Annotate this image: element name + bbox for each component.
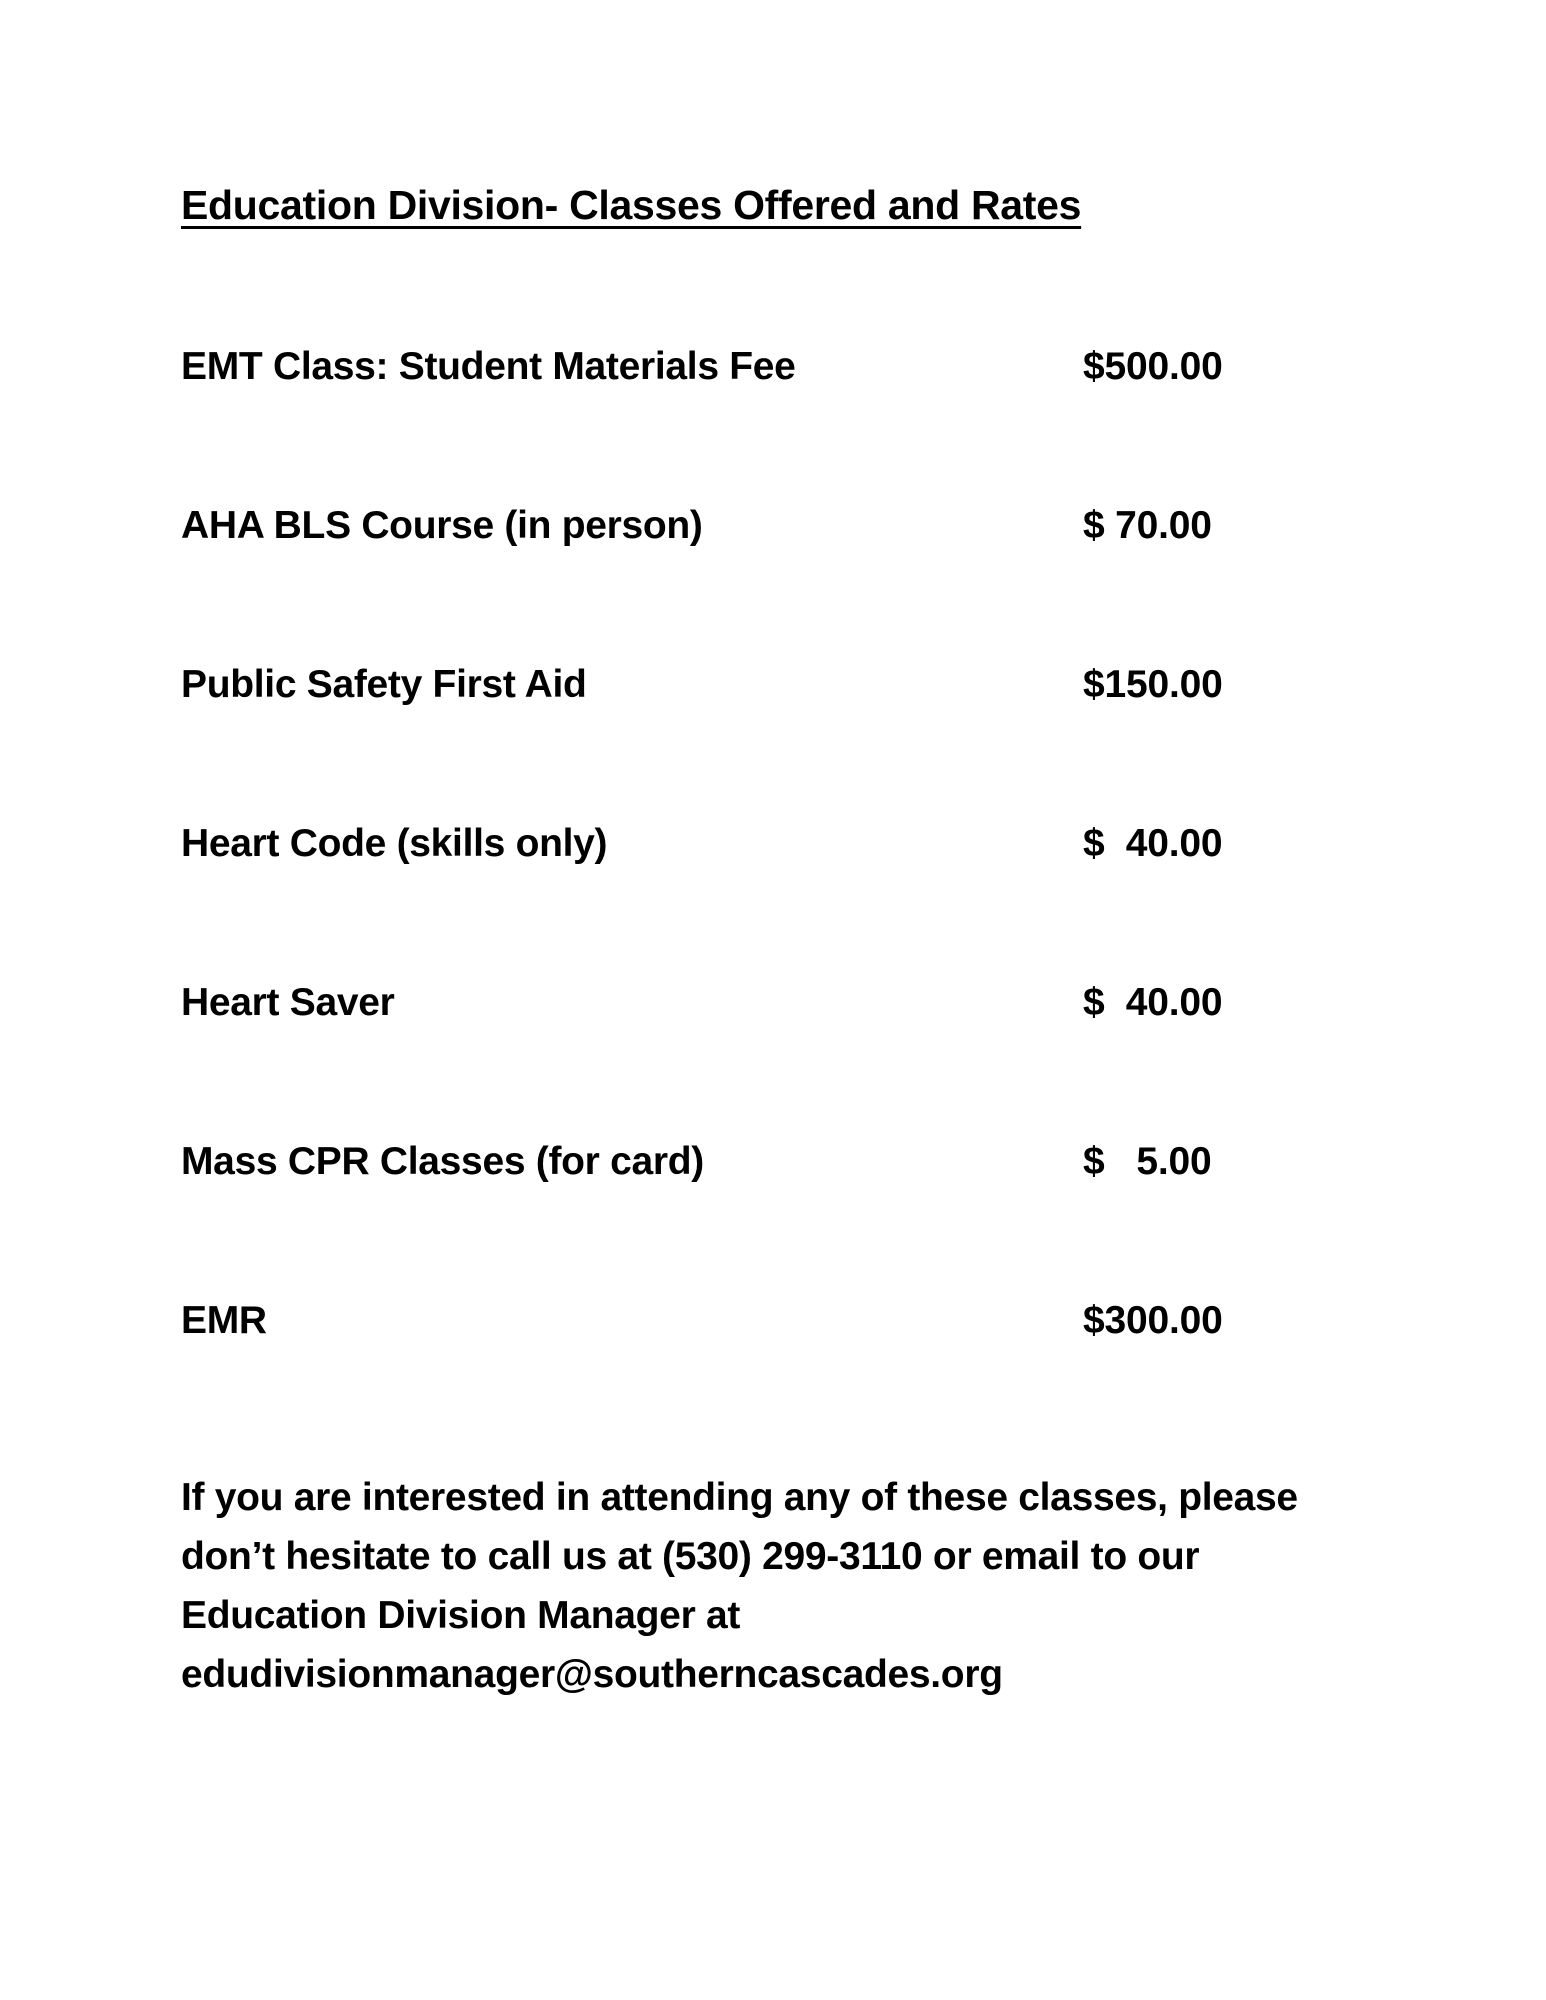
contact-email: edudivisionmanager@southerncascades.org	[181, 1653, 1003, 1696]
contact-paragraph	[181, 1468, 1381, 1704]
rate-name: Mass CPR Classes (for card)	[181, 1140, 704, 1183]
rate-row-heart-code	[181, 822, 1281, 981]
rate-row-heart-saver	[181, 981, 1281, 1140]
rate-price: $ 40.00	[1083, 981, 1223, 1024]
rate-name: Public Safety First Aid	[181, 663, 587, 706]
rate-price: $150.00	[1083, 663, 1223, 706]
rate-price: $500.00	[1083, 345, 1223, 388]
rates-list	[181, 345, 1281, 1458]
rate-price: $ 70.00	[1083, 504, 1212, 547]
rate-row-emt	[181, 345, 1281, 504]
rate-name: EMR	[181, 1299, 267, 1342]
rate-row-emr	[181, 1299, 1281, 1458]
rate-price: $300.00	[1083, 1299, 1223, 1342]
rate-row-public-safety-first-aid	[181, 663, 1281, 822]
rate-name: Heart Saver	[181, 981, 395, 1024]
rate-price: $ 40.00	[1083, 822, 1223, 865]
rate-price: $ 5.00	[1083, 1140, 1212, 1183]
page-title: Education Division- Classes Offered and Rates	[181, 182, 1082, 228]
contact-line: Education Division Manager at	[181, 1594, 741, 1637]
rate-name: AHA BLS Course (in person)	[181, 504, 703, 547]
rate-row-aha-bls	[181, 504, 1281, 663]
rate-row-mass-cpr	[181, 1140, 1281, 1299]
rate-name: EMT Class: Student Materials Fee	[181, 345, 796, 388]
contact-line: don’t hesitate to call us at (530) 299-3110 or email to our	[181, 1535, 1200, 1578]
contact-line: If you are interested in attending any of these classes, please	[181, 1476, 1298, 1519]
rate-name: Heart Code (skills only)	[181, 822, 608, 865]
